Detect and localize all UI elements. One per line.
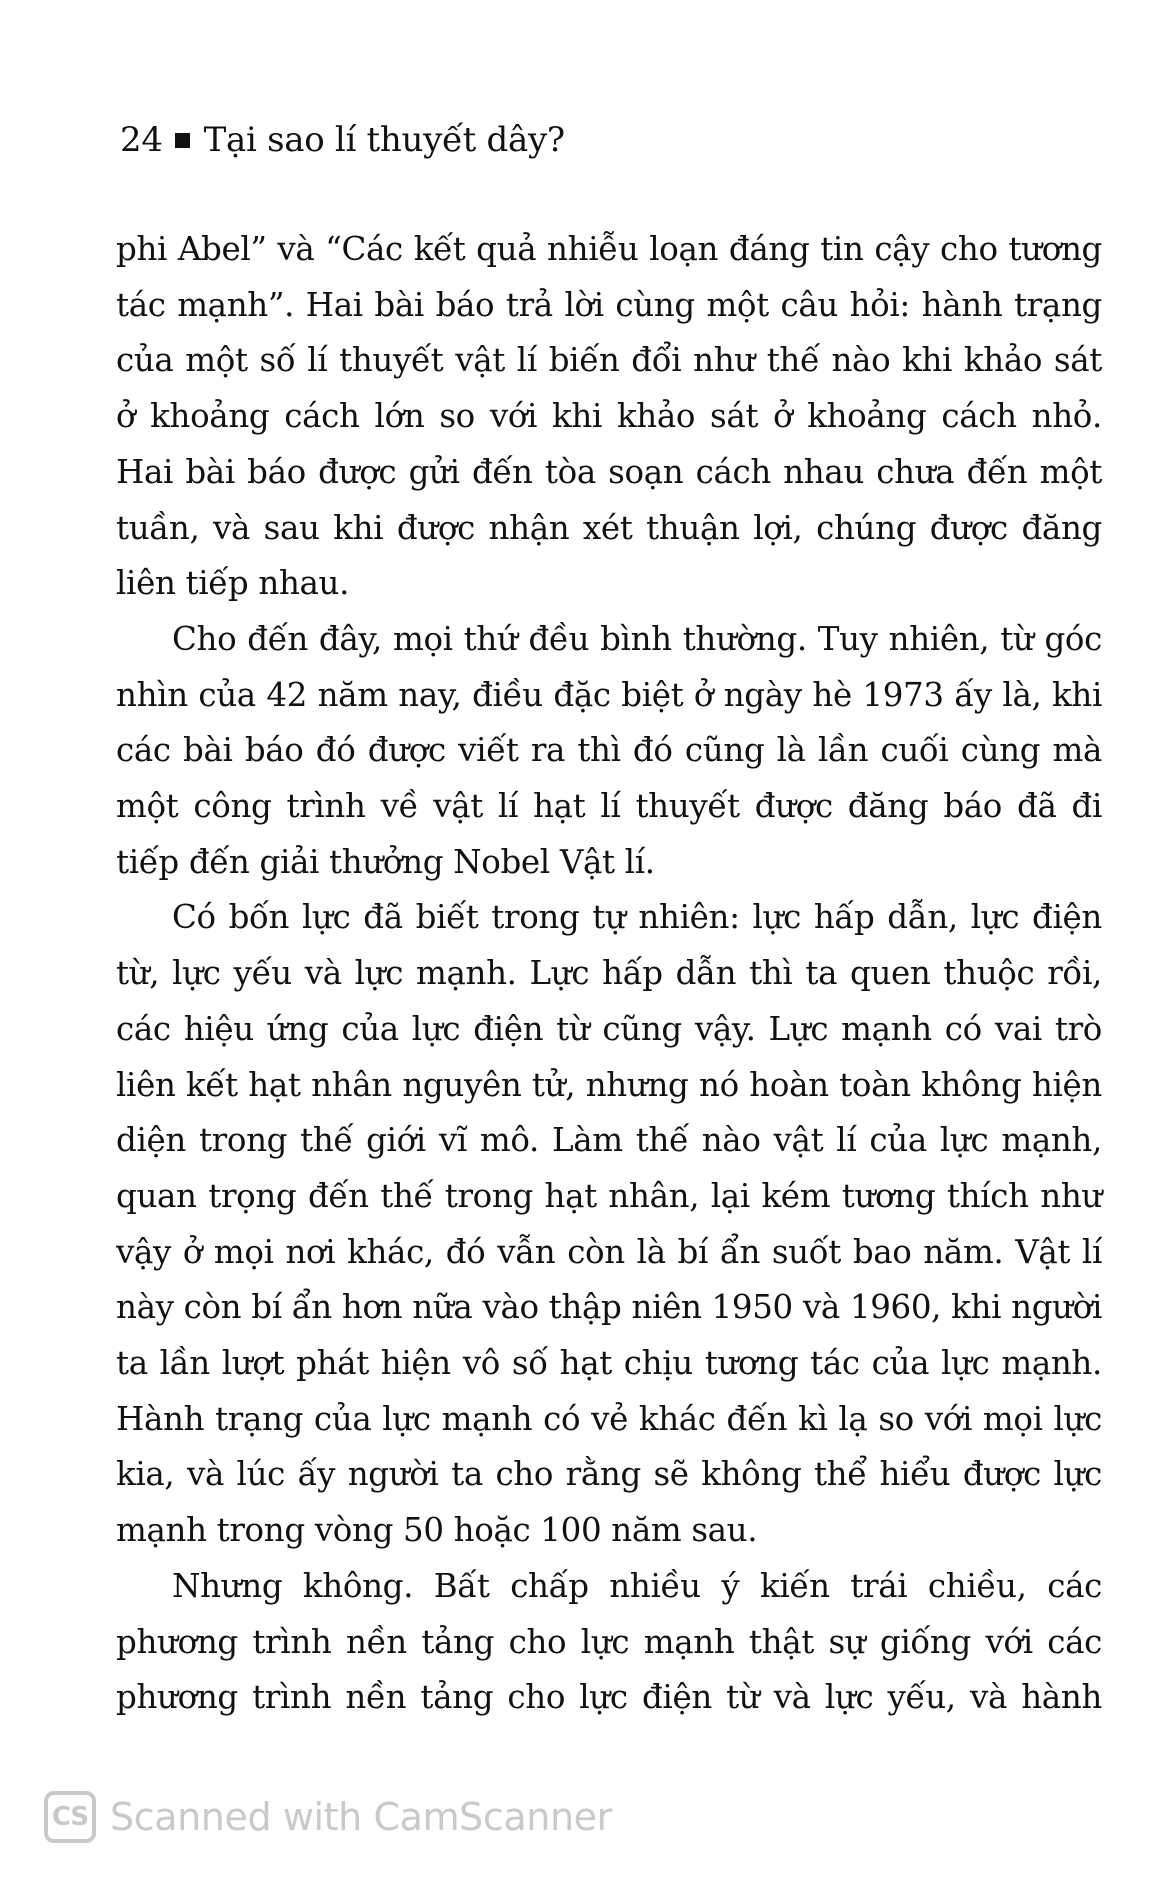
watermark-text: Scanned with CamScanner (110, 1795, 612, 1839)
paragraph-1: phi Abel” và “Các kết quả nhiễu loạn đáng tin cậy cho tương tác mạnh”. Hai bài báo trả lời cùng một câu hỏi: hành trạng của một số lí thuyết vật lí biến đổi như thế nào khi khảo sát ở khoảng cách lớn so với khi khảo sát ở khoảng cách nhỏ. Hai bài báo được gửi đến tòa soạn cách nhau chưa đến một tuần, và sau khi được nhận xét thuận lợi, chúng được đăng liên tiếp nhau. (116, 230, 1102, 603)
camscanner-watermark (44, 1788, 612, 1846)
body-text (116, 222, 1102, 1726)
square-bullet-icon (175, 133, 190, 148)
running-header (120, 118, 565, 162)
paragraph-2: Cho đến đây, mọi thứ đều bình thường. Tuy nhiên, từ góc nhìn của 42 năm nay, điều đặc biệt ở ngày hè 1973 ấy là, khi các bài báo đó được viết ra thì đó cũng là lần cuối cùng mà một công trình về vật lí hạt lí thuyết được đăng báo đã đi tiếp đến giải thưởng Nobel Vật lí. (116, 619, 1102, 881)
running-title: Tại sao lí thuyết dây? (203, 120, 565, 160)
paragraph-4: Nhưng không. Bất chấp nhiều ý kiến trái chiều, các phương trình nền tảng cho lực mạnh thật sự giống với các phương trình nền tảng cho lực điện từ và lực yếu, và hành (116, 1566, 1102, 1717)
page-number: 24 (120, 120, 163, 160)
paragraph-3: Có bốn lực đã biết trong tự nhiên: lực hấp dẫn, lực điện từ, lực yếu và lực mạnh. Lực hấp dẫn thì ta quen thuộc rồi, các hiệu ứng của lực điện từ cũng vậy. Lực mạnh có vai trò liên kết hạt nhân nguyên tử, nhưng nó hoàn toàn không hiện diện trong thế giới vĩ mô. Làm thế nào vật lí của lực mạnh, quan trọng đến thế trong hạt nhân, lại kém tương thích như vậy ở mọi nơi khác, đó vẫn còn là bí ẩn suốt bao năm. Vật lí này còn bí ẩn hơn nữa vào thập niên 1950 và 1960, khi người ta lần lượt phát hiện vô số hạt chịu tương tác của lực mạnh. Hành trạng của lực mạnh có vẻ khác đến kì lạ so với mọi lực kia, và lúc ấy người ta cho rằng sẽ không thể hiểu được lực mạnh trong vòng 50 hoặc 100 năm sau. (116, 898, 1102, 1550)
camscanner-logo-icon: CS (44, 1791, 96, 1843)
